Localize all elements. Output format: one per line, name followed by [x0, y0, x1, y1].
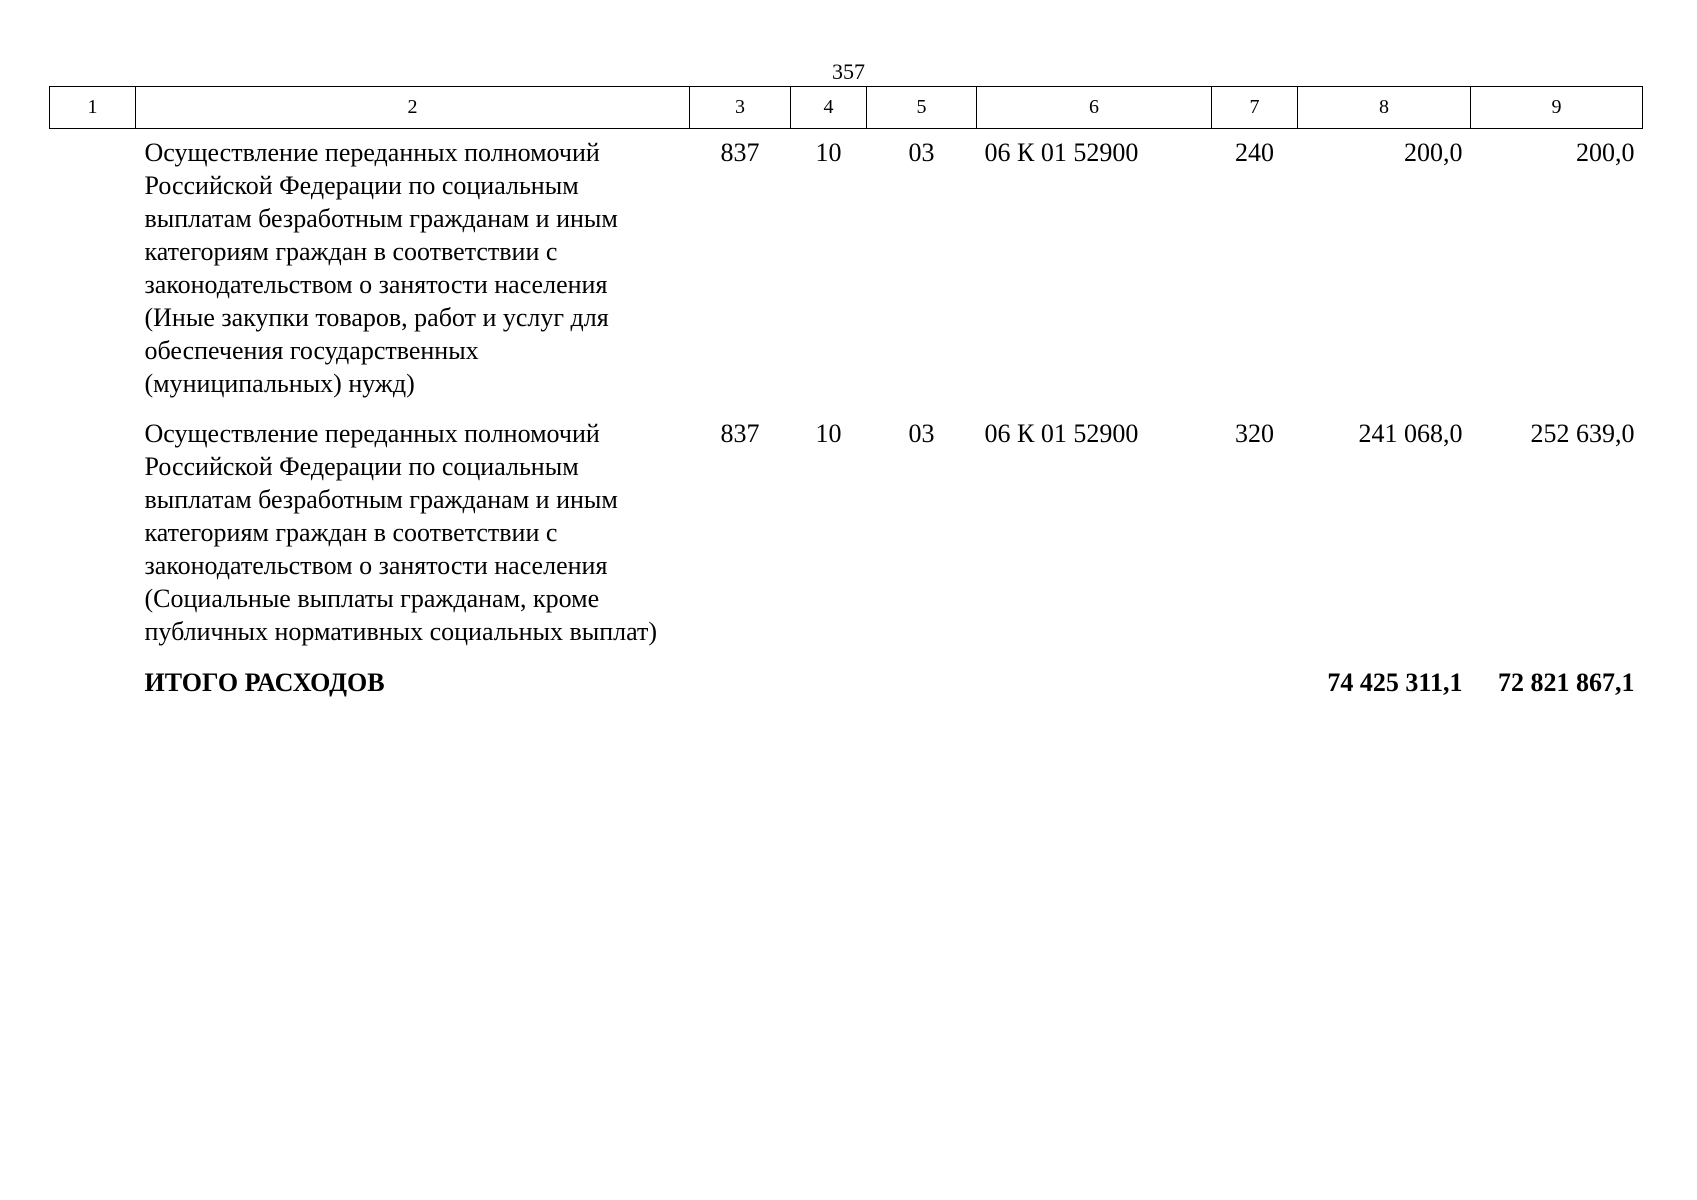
row-section: 10	[815, 138, 842, 167]
row-expense-type: 240	[1235, 138, 1274, 167]
column-header-6: 6	[977, 87, 1212, 129]
row-amount-year-1: 200,0	[1404, 138, 1463, 167]
column-header-3: 3	[690, 87, 791, 129]
total-label: ИТОГО РАСХОДОВ	[144, 668, 385, 697]
row-number-cell	[50, 129, 136, 411]
total-amount-year-2: 72 821 867,1	[1498, 668, 1635, 697]
total-empty-cell	[690, 658, 791, 699]
row-section: 10	[815, 419, 842, 448]
row-description: Осуществление переданных полномочий Российской Федерации по социальным выплатам безработным гражданам и иным категориям граждан в соответствии с законодательством о занятости населения (Социальные выплаты гражданам, кроме публичных нормативных социальных выплат)	[144, 419, 657, 646]
row-expense-type: 320	[1235, 419, 1274, 448]
column-number-header	[50, 87, 1643, 129]
total-amount-year-1: 74 425 311,1	[1327, 668, 1463, 697]
column-header-4: 4	[791, 87, 867, 129]
column-header-8: 8	[1298, 87, 1471, 129]
row-admin-code: 837	[720, 138, 760, 167]
table-row	[50, 129, 1643, 411]
row-amount-year-2: 200,0	[1576, 138, 1635, 167]
total-empty-cell	[1212, 658, 1298, 699]
total-empty-cell	[977, 658, 1212, 699]
row-description: Осуществление переданных полномочий Российской Федерации по социальным выплатам безработным гражданам и иным категориям граждан в соответствии с законодательством о занятости населения (Иные закупки товаров, работ и услуг для обеспечения государственных (муниципальных) нужд)	[144, 138, 618, 398]
row-amount-year-1: 241 068,0	[1358, 419, 1463, 448]
row-target-article: 06 К 01 52900	[984, 419, 1139, 448]
column-header-1: 1	[50, 87, 136, 129]
row-admin-code: 837	[720, 419, 760, 448]
column-header-2: 2	[136, 87, 690, 129]
column-header-9: 9	[1471, 87, 1643, 129]
budget-table	[49, 86, 1643, 699]
total-row	[50, 658, 1643, 699]
total-empty-cell	[50, 658, 136, 699]
row-target-article: 06 К 01 52900	[984, 138, 1139, 167]
total-empty-cell	[867, 658, 977, 699]
row-subsection: 03	[908, 419, 935, 448]
row-subsection: 03	[908, 138, 935, 167]
table-row	[50, 410, 1643, 658]
column-header-7: 7	[1212, 87, 1298, 129]
row-number-cell	[50, 410, 136, 658]
page-number: 357	[832, 59, 865, 84]
row-amount-year-2: 252 639,0	[1530, 419, 1635, 448]
column-header-5: 5	[867, 87, 977, 129]
total-empty-cell	[791, 658, 867, 699]
